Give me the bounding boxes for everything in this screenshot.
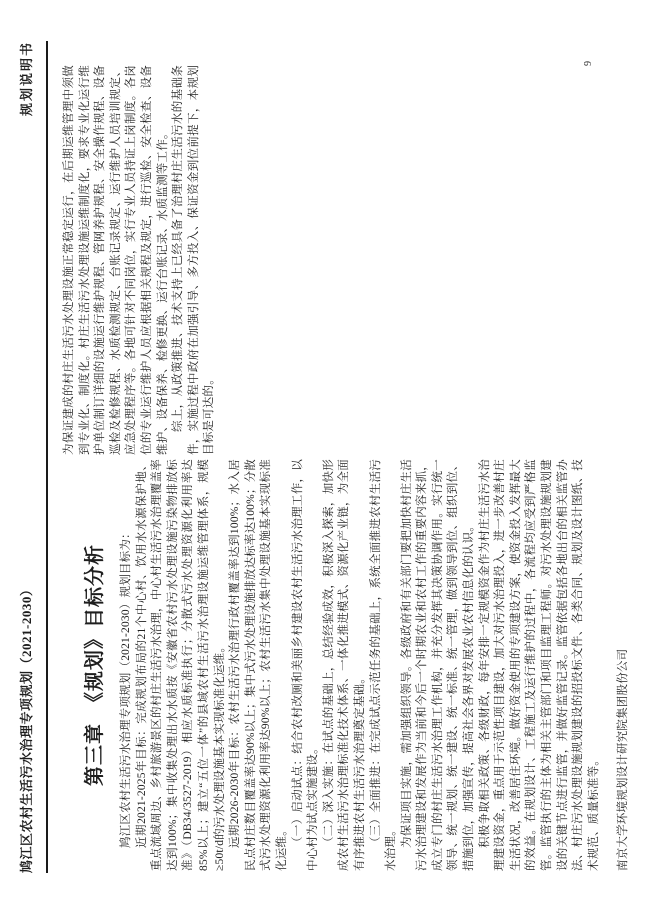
chapter-title: 第三章 《规划》目标分析 <box>84 544 106 786</box>
left-page-column <box>62 459 632 871</box>
header-section-label: 规划说明书 <box>19 41 34 117</box>
body-paragraph: 综上，从政策推进、技术支持上已经具备了治理村庄生活污水的基础条件，实施过程中政府在加强引导、多方投入、保证资金到位前提下，本规划目标是可达的。 <box>172 65 216 455</box>
body-paragraph: （三）全面推进：在完成试点示范任务的基础上，系统全面推进农村生活污水治理。 <box>369 459 398 871</box>
left-page-paragraphs <box>119 459 602 871</box>
body-paragraph: 近期2021-2025年目标：完成规划布局的21个中心村、饮用水水源保护地、重点流域周边、乡村旅游景区的村庄生活污水治理，中心村生活污水治理覆盖率达到100%；集中收集处理出水水质按《安徽省农村污水处理设施污染物排放标准》（DB34/3527-2019）相应水质标准执行；分散式污水处理资源化利用率达85%以上；建立“五位一体”的县域农村生活污水治理设施运维管理体系，规模≥50t/d的污水处理设施基本实现标准化运维。 <box>135 459 226 871</box>
institute-signature: 南京大学环境规划设计研究院集团股份公司 <box>617 648 630 871</box>
body-paragraph: （一）启动试点：结合农村改厕和美丽乡村建设农村生活污水治理工作，以中心村为试点实施建设。 <box>291 459 320 871</box>
header-document-title: 鸠江区农村生活污水治理专项规划（2021-2030） <box>19 582 34 873</box>
page-number: 9 <box>583 61 594 66</box>
body-paragraph: 鸠江区农村生活污水治理专项规划（2021-2030）规划目标为： <box>120 527 132 848</box>
right-page-column <box>62 65 218 455</box>
page-header <box>16 41 48 873</box>
body-paragraph: 远期2026-2030年目标：农村生活污水治理行政村覆盖率达到100%；水入居民点村庄数目覆盖率达90%以上；集中式污水处理设施排放达标率达100%；分散式污水处理资源化利用率达90%以上；农村生活污水集中处理设施基本实现标准化运维。 <box>229 458 288 871</box>
body-paragraph: （二）深入实施：在试点的基础上，总结经验成效，积极深入探索，加快形成农村生活污水治理标准化技术体系、一体化推进模式、资源化产业链，为全面有序推进农村生活污水治理奠定基础。 <box>322 459 366 871</box>
body-paragraph: 积极争取相关政策、各级财政，每年安排一定规模资金作为村庄生活污水治理建设资金，重点用于示范性项目建设，加大对污水治理投入，进一步改善村庄生活状况，改善居住环境。做好资金使用的专项建设方案，使资金投入发挥最大的效益。在规划设计、工程施工及运行维护的过程中，各流程均应受到严格监管。监管执行的主体为相关主管部门和项目监理工程师。对污水处理设施规划建设的关键节点进行监管，并做好监管记录。监管依据包括各地出台的相关监管办法、村庄污水处理设施规划建设的招投标文件、各类合同、规划及设计图纸、技术规范、质量标准等。 <box>478 459 600 871</box>
right-page-paragraphs <box>62 65 218 455</box>
body-paragraph: 为保证项目实施，需加强组织领导。各级政府和有关部门要把加快村庄生活污水治理建设和发展作为当前和今后一个时期农业和农村工作的重要内容来抓，成立专门的村庄生活污水治理工作机构，并充分发挥其决策协调作用。实行统一领导、统一规划、统一建设、统一标准、统一管理，做到领导到位、组织到位、措施到位，加强宣传，提高社会各界对发展农业农村信息化的认识。 <box>400 459 476 871</box>
body-paragraph: 为保证建成的村庄生活污水处理设施正常稳定运行，在后期运维管理中须做到专业化、制度化。村庄生活污水处理设施运维制度化，要求专业化运行维护单位制订详细的设施运行维护规程、管网养护规程、安全操作规程、设备巡检及检修规程、水质检测规定、台账记录规定、运行维护人员培训规定、应急处理程序等。各地可针对不同岗位，实行专业人员持证上岗制度。各岗位的专业运行维护人员应根据相关规程及规定，进行巡检、安全检查、设备维护、设备保养、检修更换、运行台账记录、水质监测等工作。 <box>63 65 169 455</box>
